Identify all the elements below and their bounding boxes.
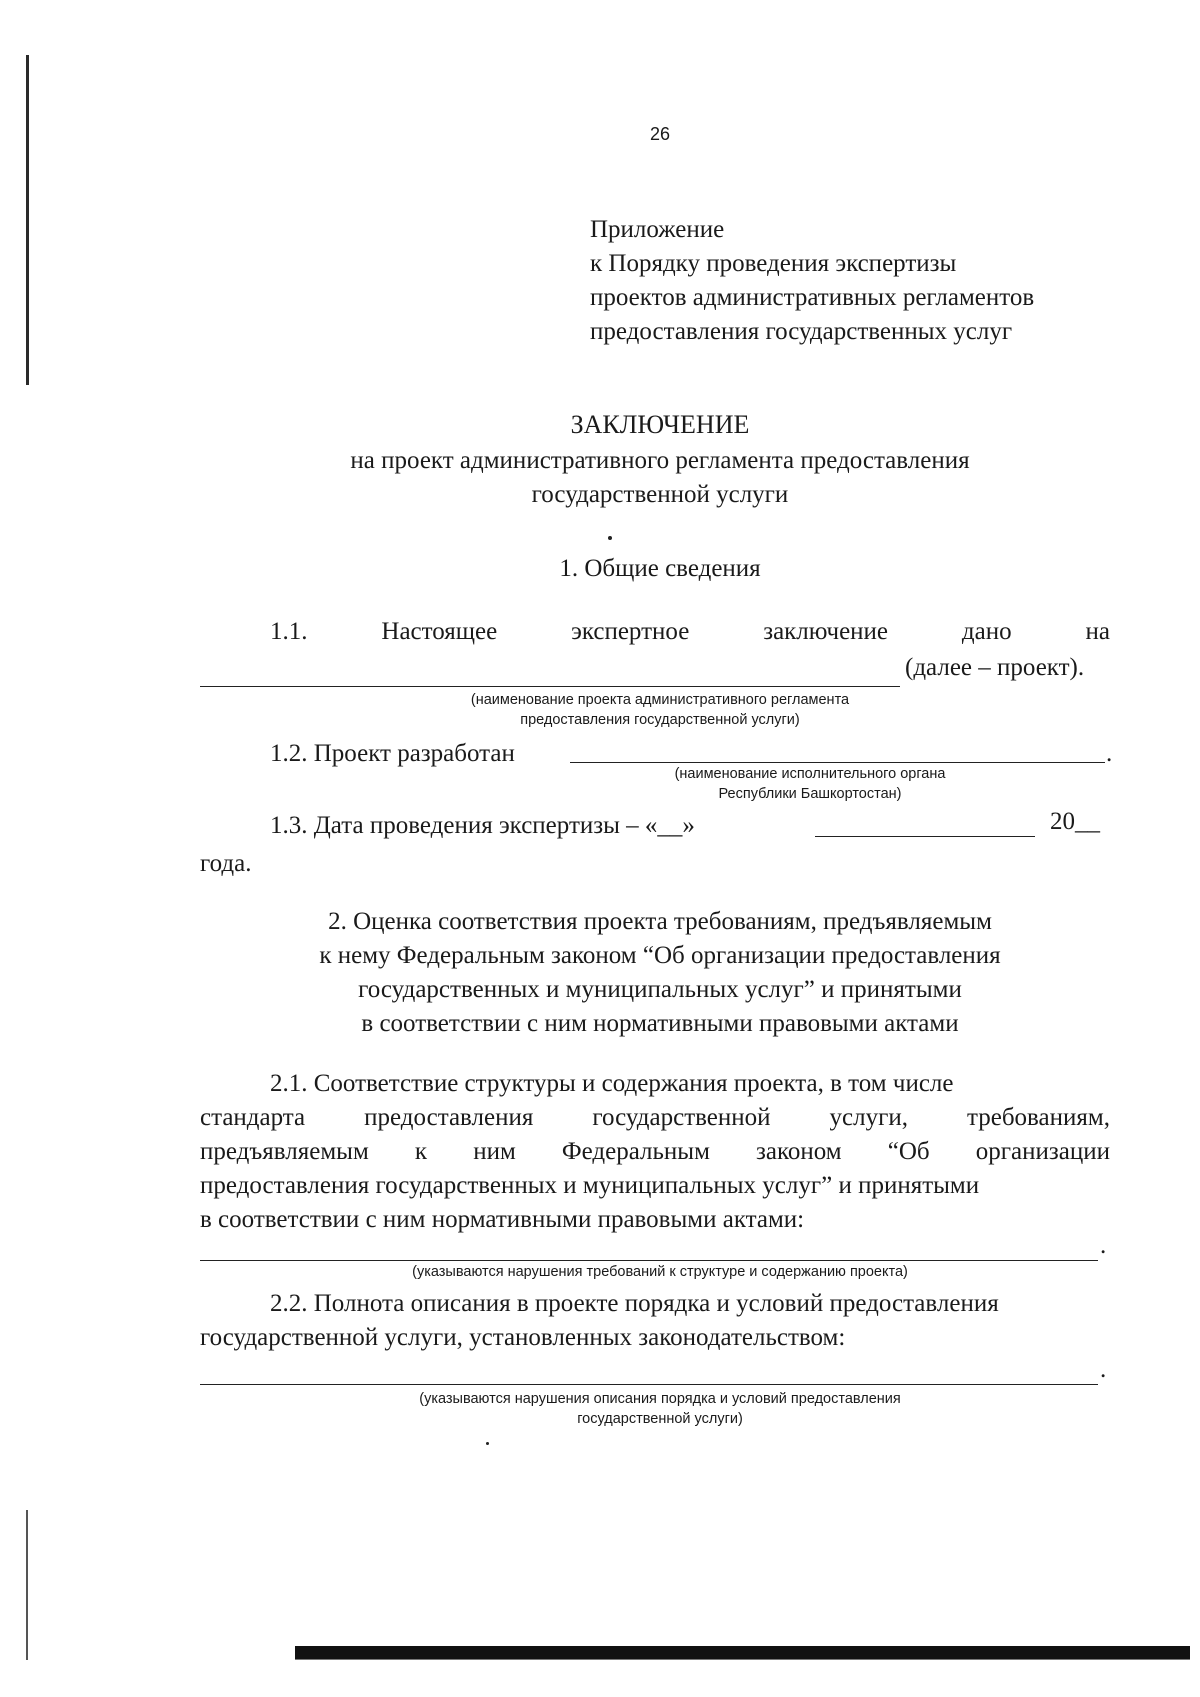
p12-text: 1.2. Проект разработан [270, 740, 515, 767]
document-subtitle [0, 444, 1200, 512]
fill-in-line-developer [570, 762, 1105, 763]
p11-caption-line-1: (наименование проекта административного регламента [470, 692, 850, 708]
page-number: 26 [649, 124, 671, 144]
subtitle-line-1: на проект административного регламента предоставления [350, 447, 970, 474]
appendix-block [590, 213, 1034, 349]
p22-line-1: 2.2. Полнота описания в проекте порядка и условий предоставления [270, 1290, 999, 1317]
p11-word-6: на [1085, 618, 1110, 645]
p21-l3-word-4: Федеральным [561, 1138, 710, 1165]
subtitle-line-2: государственной услуги [531, 481, 789, 508]
section-2-heading-line-1: 2. Оценка соответствия проекта требованиям, предъявляемым [328, 908, 992, 935]
p11-word-2: Настоящее [381, 618, 498, 645]
p22-caption [300, 1389, 1020, 1429]
scan-bottom-bar [295, 1646, 1190, 1659]
stray-dot-2 [486, 1442, 489, 1445]
section-2-heading [0, 905, 1200, 1041]
p22-line-2: государственной услуги, установленных законодательством: [200, 1324, 846, 1351]
p21-l3-word-2: к [414, 1138, 428, 1165]
p21-line-3 [200, 1138, 1110, 1166]
appendix-line-2: к Порядку проведения экспертизы [590, 250, 957, 277]
paragraph-1-1-first-line [270, 618, 1110, 646]
p12-caption-line-2: Республики Башкортостан) [718, 786, 902, 802]
scan-edge-line [26, 55, 29, 385]
fill-in-line-month [815, 836, 1035, 837]
p21-l2-word-2: предоставления [364, 1104, 534, 1131]
p21-line-2 [200, 1104, 1110, 1132]
p13-tail: года. [200, 850, 252, 877]
p12-caption [600, 764, 1020, 804]
p11-word-4: заключение [763, 618, 889, 645]
scan-bottom-bar-thin [295, 1659, 1190, 1660]
p11-tail: (далее – проект). [905, 654, 1085, 681]
p21-line-1: 2.1. Соответствие структуры и содержания проекта, в том числе [270, 1070, 954, 1097]
p21-l2-word-3: государственной [592, 1104, 771, 1131]
p21-l2-word-4: услуги, [829, 1104, 908, 1131]
section-2-heading-line-3: государственных и муниципальных услуг” и принятыми [358, 976, 962, 1003]
p13-text: 1.3. Дата проведения экспертизы – «__» [270, 812, 695, 839]
fill-in-line-structure-violations [200, 1260, 1098, 1261]
p21-l3-word-3: ним [473, 1138, 516, 1165]
p21-line-5: в соответствии с ним нормативными правовыми актами: [200, 1206, 805, 1233]
appendix-line-1: Приложение [590, 216, 725, 243]
p21-caption: (указываются нарушения требований к структуре и содержанию проекта) [412, 1264, 908, 1280]
p22-caption-line-1: (указываются нарушения описания порядка и условий предоставления [419, 1391, 901, 1407]
scan-edge-line-lower [26, 1510, 28, 1660]
fill-in-line-procedure-violations [200, 1384, 1098, 1385]
p21-l2-word-1: стандарта [200, 1104, 306, 1131]
p22-period: . [1100, 1356, 1107, 1383]
appendix-line-4: предоставления государственных услуг [590, 318, 1013, 345]
p11-word-1: 1.1. [270, 618, 308, 645]
p21-line-4: предоставления государственных и муниципальных услуг” и принятыми [200, 1172, 980, 1199]
section-1-heading: 1. Общие сведения [559, 555, 761, 582]
p21-l3-word-7: организации [975, 1138, 1110, 1165]
p21-l2-word-5: требованиям, [967, 1104, 1110, 1131]
p22-caption-line-2: государственной услуги) [577, 1411, 743, 1427]
p21-l3-word-5: законом [756, 1138, 842, 1165]
p21-l3-word-1: предъявляемым [200, 1138, 369, 1165]
p12-period: . [1106, 740, 1113, 767]
p13-year: 20__ [1050, 808, 1100, 835]
fill-in-line-project-name [200, 686, 900, 687]
document-title: ЗАКЛЮЧЕНИЕ [570, 410, 750, 439]
appendix-line-3: проектов административных регламентов [590, 284, 1035, 311]
section-2-heading-line-4: в соответствии с ним нормативными правовыми актами [361, 1010, 959, 1037]
p11-word-3: экспертное [571, 618, 690, 645]
stray-dot [608, 536, 612, 540]
p21-l3-word-6: “Об [887, 1138, 930, 1165]
p12-caption-line-1: (наименование исполнительного органа [674, 766, 946, 782]
p11-word-5: дано [961, 618, 1012, 645]
p21-period: . [1100, 1232, 1107, 1259]
section-2-heading-line-2: к нему Федеральным законом “Об организации предоставления [319, 942, 1001, 969]
p11-caption [300, 690, 1020, 730]
p11-caption-line-2: предоставления государственной услуги) [520, 712, 800, 728]
